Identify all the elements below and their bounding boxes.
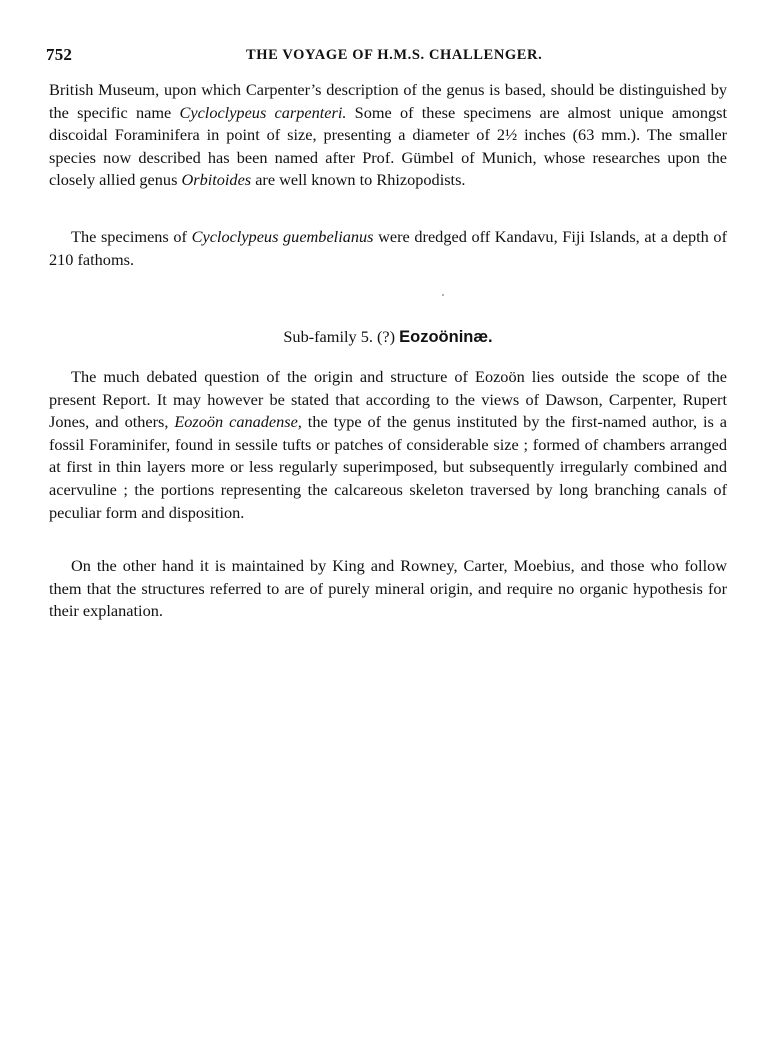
section-heading-title: Eozoöninæ. — [399, 328, 493, 346]
genus-name: Orbitoides — [181, 170, 252, 190]
paragraph-text: Some of these specimens are almost unique amongst discoidal Foraminifera in point of size, presenting a diameter of 2½ inches (63 mm.). The smaller species now described has been named after Prof. Gümbel of Munich, whose researches upon the closely allied genus — [49, 102, 728, 190]
paragraph-1 — [49, 79, 727, 192]
paragraph-3 — [49, 366, 727, 524]
paragraph-2 — [49, 226, 727, 271]
paragraph-text: The specimens of — [71, 227, 192, 246]
species-name: Cycloclypeus carpenteri. — [179, 102, 347, 122]
species-name: Eozoön canadense, — [174, 412, 302, 432]
section-heading — [0, 327, 776, 347]
paragraph-text: The much debated question of the origin and structure of Eozoön lies outside the scope of the present Report. It may however be stated that according to the views of Dawson, Carpenter, Rupert Jones, and others, — [49, 367, 727, 432]
page-header — [46, 45, 730, 67]
paragraph-4 — [49, 555, 727, 623]
species-name: Cycloclypeus guembelianus — [191, 227, 374, 246]
running-title: THE VOYAGE OF H.M.S. CHALLENGER. — [246, 47, 543, 63]
print-speck — [442, 294, 444, 296]
paragraph-text: are well known to Rhizopodists. — [251, 170, 466, 190]
page-number: 752 — [46, 45, 73, 64]
paragraph-text: were dredged off Kandavu, Fiji Islands, at a depth of 210 fathoms. — [49, 227, 727, 269]
paragraph-text: British Museum, upon which Carpenter’s description of the genus is based, should be distinguished by the specific name — [49, 80, 727, 122]
paragraph-text: On the other hand it is maintained by King and Rowney, Carter, Moebius, and those who follow them that the structures referred to are of purely mineral origin, and require no organic hypothesis for their explanation. — [49, 556, 727, 621]
section-heading-prefix: Sub-family 5. (?) — [283, 327, 400, 346]
paragraph-text: the type of the genus instituted by the first-named author, is a fossil Foraminifer, found in sessile tufts or patches of considerable size ; formed of chambers arranged at first in thin layers more or less regularly superimposed, but subsequently irregularly combined and acervuline ; the portions representing the calcareous skeleton traversed by long branching canals of peculiar form and disposition. — [49, 412, 728, 522]
